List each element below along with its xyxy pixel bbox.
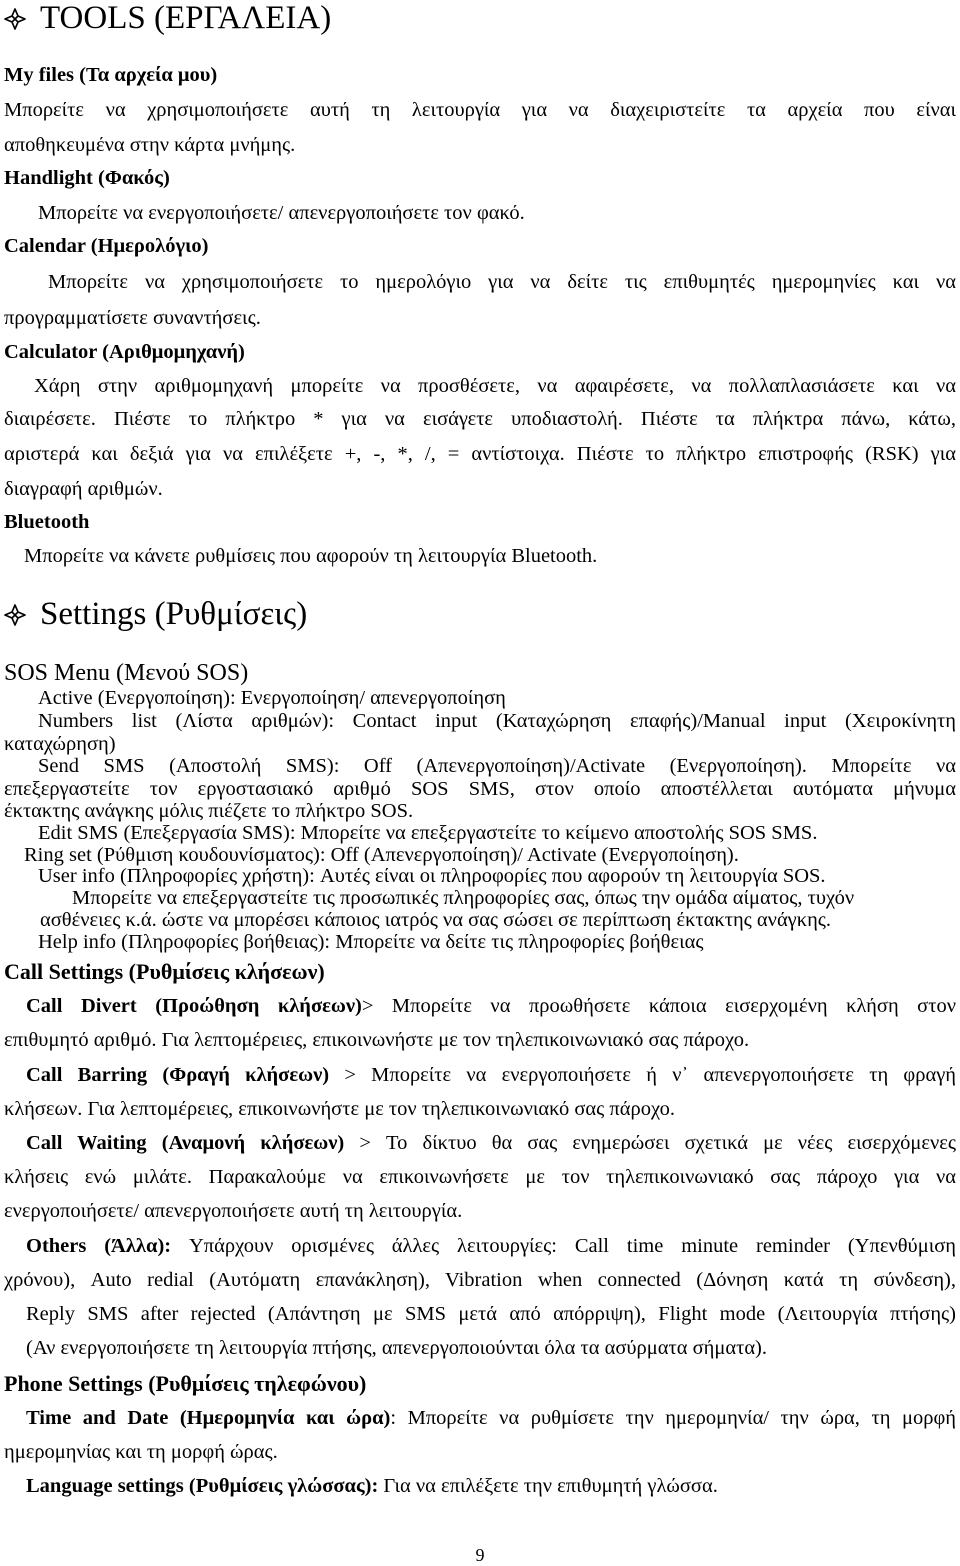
call-waiting-line-2: κλήσεις ενώ μιλάτε. Παρακαλούμε να επικοινωνήσετε με τον τηλεπικοινωνιακό σας πάροχο για να	[4, 1166, 956, 1188]
sos-numbers-text-1: Numbers list (Λίστα αριθμών): Contact input (Καταχώρηση επαφής)/Manual input (Χειροκίνητη	[38, 710, 956, 732]
others-line-3: Reply SMS after rejected (Απάντηση με SMS μετά από απόρριψη), Flight mode (Λειτουργία πτήσης)	[26, 1303, 956, 1325]
myfiles-text-1: Μπορείτε να χρησιμοποιήσετε αυτή τη λειτουργία για να διαχειριστείτε τα αρχεία που είναι	[4, 99, 956, 121]
sos-help-text: Help info (Πληροφορίες βοήθειας): Μπορείτε να δείτε τις πληροφορίες βοήθειας	[38, 931, 704, 953]
calculator-title: Calculator (Αριθμομηχανή)	[4, 341, 245, 363]
sos-menu-title: SOS Menu (Μενού SOS)	[4, 660, 249, 686]
time-date-label: Time and Date (Ημερομηνία και ώρα)	[26, 1407, 391, 1429]
settings-title: Settings (Ρυθμίσεις)	[40, 596, 308, 632]
sos-send-text-2: επεξεργαστείτε τον εργοστασιακό αριθμό SOS SMS, στον οποίο αποστέλλεται αυτόματα μήνυμα	[4, 778, 956, 800]
time-date-line-2: ημερομηνίας και τη μορφή ώρας.	[4, 1441, 278, 1463]
diamond-bullet-icon	[4, 604, 26, 626]
call-barring-label: Call Barring (Φραγή κλήσεων)	[26, 1064, 330, 1086]
others-text: Υπάρχουν ορισμένες άλλες λειτουργίες: Call time minute reminder (Υπενθύμιση	[171, 1235, 956, 1257]
call-barring-text: > Μπορείτε να ενεργοποιήσετε ή ν᾽ απενεργοποιήσετε τη φραγή	[329, 1064, 957, 1086]
myfiles-text-2: αποθηκευμένα στην κάρτα μνήμης.	[4, 134, 296, 156]
sos-send-text-1: Send SMS (Αποστολή SMS): Off (Απενεργοποίηση)/Activate (Ενεργοποίηση). Μπορείτε να	[38, 755, 956, 777]
bluetooth-text-1: Μπορείτε να κάνετε ρυθμίσεις που αφορούν τη λειτουργία Bluetooth.	[24, 545, 598, 567]
tools-title: TOOLS (ΕΡΓΑΛΕΙΑ)	[40, 0, 332, 36]
handlight-title: Handlight (Φακός)	[4, 167, 170, 189]
others-line-4: (Αν ενεργοποιήσετε τη λειτουργία πτήσης, απενεργοποιούνται όλα τα ασύρματα σήματα).	[26, 1337, 768, 1359]
calculator-text-1: Χάρη στην αριθμομηχανή μπορείτε να προσθέσετε, να αφαιρέσετε, να πολλαπλασιάσετε και να	[34, 375, 956, 397]
calculator-text-3: αριστερά και δεξιά για να επιλέξετε +, -, *, /, = αντίστοιχα. Πιέστε το πλήκτρο επιστροφής (RSK) για	[4, 443, 956, 465]
myfiles-title: My files (Τα αρχεία μου)	[4, 64, 218, 86]
tools-heading	[4, 2, 331, 35]
calendar-title: Calendar (Ημερολόγιο)	[4, 235, 209, 257]
language-label: Language settings (Ρυθμίσεις γλώσσας):	[26, 1475, 379, 1497]
page-number: 9	[475, 1545, 485, 1565]
sos-userinfo-text-3: ασθένειες κ.ά. ώστε να μπορέσει κάποιος ιατρός να σας σώσει σε περίπτωση έκτακτης ανάγκης.	[40, 909, 832, 931]
sos-edit-text: Edit SMS (Επεξεργασία SMS): Μπορείτε να επεξεργαστείτε το κείμενο αποστολής SOS SMS.	[38, 822, 818, 844]
phone-settings-title: Phone Settings (Ρυθμίσεις τηλεφώνου)	[4, 1371, 367, 1396]
call-settings-title: Call Settings (Ρυθμίσεις κλήσεων)	[4, 959, 325, 984]
calendar-text-1: Μπορείτε να χρησιμοποιήσετε το ημερολόγιο για να δείτε τις επιθυμητές ημερομηνίες και να	[48, 271, 956, 293]
call-barring-line-1	[26, 1065, 956, 1086]
call-divert-text: > Μπορείτε να προωθήσετε κάποια εισερχομένη κλήση στον	[361, 995, 956, 1017]
calculator-text-2: διαιρέσετε. Πιέστε το πλήκτρο * για να εισάγετε υποδιαστολή. Πιέστε τα πλήκτρα πάνω, κάτω,	[4, 408, 956, 430]
others-label: Others (Άλλα):	[26, 1235, 172, 1257]
call-waiting-text: > Το δίκτυο θα σας ενημερώσει σχετικά με νέες εισερχόμενες	[344, 1132, 956, 1154]
settings-heading	[4, 598, 307, 631]
time-date-line-1	[26, 1408, 956, 1429]
call-divert-line-1	[26, 996, 956, 1017]
sos-userinfo-text-2: Μπορείτε να επεξεργαστείτε τις προσωπικές πληροφορίες σας, όπως την ομάδα αίματος, τυχόν	[72, 887, 855, 909]
call-divert-line-2: επιθυμητό αριθμό. Για λεπτομέρειες, επικοινωνήστε με τον τηλεπικοινωνιακό σας πάροχο.	[4, 1029, 750, 1051]
others-line-2: χρόνου), Auto redial (Αυτόματη επανάκληση), Vibration when connected (Δόνηση κατά τη σύνδεση),	[4, 1269, 956, 1291]
call-divert-label: Call Divert (Προώθηση κλήσεων)	[26, 995, 362, 1017]
sos-send-text-3: έκτακτης ανάγκης μόλις πιέζετε το πλήκτρο SOS.	[4, 800, 414, 822]
calendar-text-2: προγραμματίσετε συναντήσεις.	[4, 307, 261, 329]
sos-ring-text: Ring set (Ρύθμιση κουδουνίσματος): Off (Απενεργοποίηση)/ Activate (Ενεργοποίηση).	[24, 844, 739, 866]
call-waiting-line-3: ενεργοποιήσετε/ απενεργοποιήσετε αυτή τη λειτουργία.	[4, 1200, 463, 1222]
sos-active-text: Active (Ενεργοποίηση): Ενεργοποίηση/ απενεργοποίηση	[38, 687, 506, 709]
diamond-bullet-icon	[4, 8, 26, 30]
sos-numbers-text-2: καταχώρηση)	[4, 733, 116, 755]
calculator-text-4: διαγραφή αριθμών.	[4, 478, 163, 500]
call-waiting-line-1	[26, 1133, 956, 1154]
sos-userinfo-text-1: User info (Πληροφορίες χρήστη): Αυτές είναι οι πληροφορίες που αφορούν τη λειτουργία SOS.	[38, 865, 826, 887]
time-date-text: : Μπορείτε να ρυθμίσετε την ημερομηνία/ την ώρα, τη μορφή	[390, 1407, 957, 1429]
language-line-1	[26, 1476, 718, 1497]
call-waiting-label: Call Waiting (Αναμονή κλήσεων)	[26, 1132, 345, 1154]
others-line-1	[26, 1236, 956, 1257]
call-barring-line-2: κλήσεων. Για λεπτομέρειες, επικοινωνήστε με τον τηλεπικοινωνιακό σας πάροχο.	[4, 1098, 675, 1120]
bluetooth-title: Bluetooth	[4, 511, 90, 533]
handlight-text-1: Μπορείτε να ενεργοποιήσετε/ απενεργοποιήσετε τον φακό.	[38, 202, 525, 224]
language-text: Για να επιλέξετε την επιθυμητή γλώσσα.	[378, 1475, 718, 1497]
